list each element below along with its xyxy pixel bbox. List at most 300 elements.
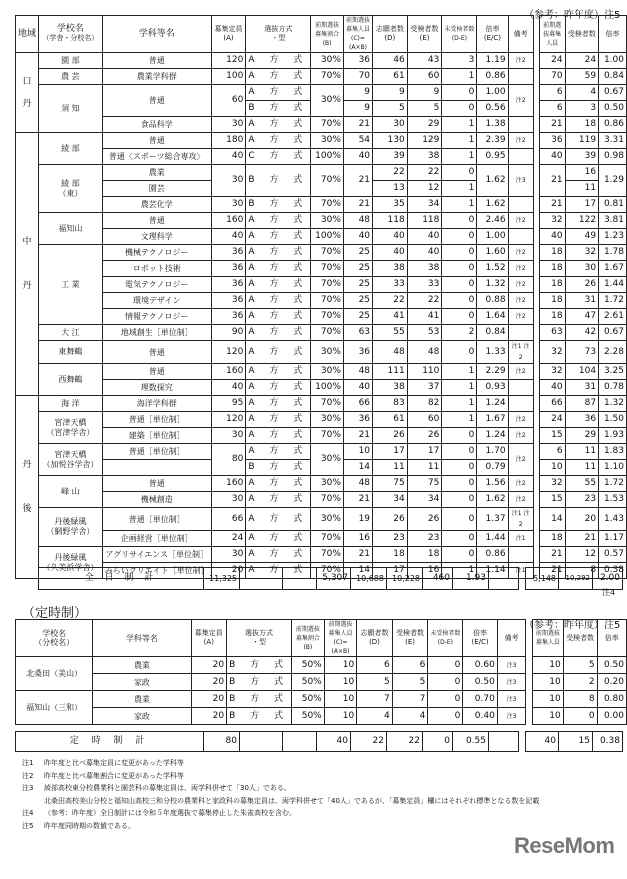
school-name-cell: 大 江 <box>39 325 103 341</box>
dept-name-cell: 食品科学 <box>102 117 211 133</box>
table-row <box>16 165 627 181</box>
early-cell: 14 <box>343 460 372 476</box>
dept-name-cell: アグリサイエンス［単位制］ <box>102 547 211 563</box>
ref-rate-cell: 3.81 <box>599 213 627 229</box>
applicants-cell: 33 <box>373 277 408 293</box>
ratio-cell: 70% <box>311 547 344 563</box>
gap <box>533 181 539 197</box>
remarks-cell <box>508 547 533 563</box>
ref-examinees-cell: 87 <box>565 396 599 412</box>
method-cell: B 方 式 <box>227 691 292 708</box>
reference-label: （参考：昨年度）注5 <box>524 10 621 21</box>
ratio-cell: 100% <box>311 380 344 396</box>
footnote: 注3 綾部高校東分校農業科と園芸科の募集定員は、両学科併せて「30人」である。 <box>22 784 291 792</box>
absent-cell: 0 <box>442 85 477 101</box>
pt-col-capacity: 募集定員 (A) <box>191 620 227 657</box>
ref-rate-cell: 1.43 <box>599 508 627 531</box>
capacity-cell: 20 <box>191 674 227 691</box>
absent-cell: 0 <box>442 213 477 229</box>
early-cell: 10 <box>324 657 356 674</box>
applicants-cell: 5 <box>373 101 408 117</box>
school-name-cell: 海 洋 <box>39 396 103 412</box>
col-ref-rate: 倍率 <box>599 16 627 53</box>
table-row <box>16 213 627 229</box>
table-row <box>16 547 627 563</box>
ref-rate-cell: 1.00 <box>599 53 627 69</box>
school-name-cell: 丹後緑風 （久美浜学舎） <box>39 547 103 579</box>
examinees-cell: 5 <box>407 101 442 117</box>
table-row <box>16 476 627 492</box>
early-cell: 10 <box>324 708 356 725</box>
examinees-cell: 4 <box>392 708 428 725</box>
absent-cell: 0 <box>442 508 477 531</box>
capacity-cell: 120 <box>211 53 246 69</box>
ref-early-cell: 18 <box>539 261 565 277</box>
school-name-cell: 綾 部 （東） <box>39 165 103 213</box>
remarks-cell: 注2 <box>508 412 533 428</box>
early-cell: 40 <box>343 380 372 396</box>
remarks-cell: 注2 <box>508 309 533 325</box>
remarks-cell: 注2 <box>508 293 533 309</box>
applicants-cell: 17 <box>373 563 408 579</box>
ref-rate-cell: 0.57 <box>599 547 627 563</box>
ref-examinees-cell: 8 <box>563 691 597 708</box>
capacity-cell: 180 <box>211 133 246 149</box>
capacity-cell: 30 <box>211 547 246 563</box>
remarks-cell: 注2 <box>508 364 533 380</box>
absent-cell: 0 <box>428 674 463 691</box>
ref-rate-cell: 1.78 <box>599 245 627 261</box>
applicants-cell: 48 <box>373 341 408 364</box>
ref-early-cell: 10 <box>533 674 564 691</box>
table-row <box>16 341 627 364</box>
ref-examinees-cell: 42 <box>565 325 599 341</box>
early-cell: 21 <box>343 547 372 563</box>
examinees-cell: 26 <box>407 428 442 444</box>
school-name-cell: 西舞鶴 <box>39 364 103 396</box>
capacity-cell: 100 <box>211 69 246 85</box>
ratio-cell: 30% <box>311 508 344 531</box>
table-row <box>16 149 627 165</box>
method-cell: A 方 式 <box>246 364 311 380</box>
pt-col-ref-examinees: 受検者数 <box>563 620 597 657</box>
applicants-cell: 13 <box>373 181 408 197</box>
rate-cell: 2.46 <box>477 213 508 229</box>
ref-examinees-cell: 23 <box>565 492 599 508</box>
rate-cell: 1.19 <box>477 53 508 69</box>
method-cell: A 方 式 <box>246 309 311 325</box>
table-row <box>16 657 627 674</box>
examinees-cell: 34 <box>407 492 442 508</box>
total-ref-early: 5,148 <box>526 568 559 590</box>
rate-cell: 0.50 <box>463 674 497 691</box>
ratio-cell: 70% <box>311 492 344 508</box>
capacity-cell: 80 <box>211 444 246 476</box>
ratio-cell: 100% <box>311 229 344 245</box>
ref-rate-cell: 0.98 <box>599 149 627 165</box>
pt-col-applicants: 志願者数 (D) <box>357 620 393 657</box>
ref-early-cell: 10 <box>533 691 564 708</box>
rate-cell: 1.52 <box>477 261 508 277</box>
early-cell: 48 <box>343 213 372 229</box>
pt-col-remarks: 備考 <box>497 620 525 657</box>
pt-total-ref-rate: 0.38 <box>593 732 623 752</box>
ratio-cell: 70% <box>311 261 344 277</box>
pt-total-method <box>240 732 283 752</box>
method-cell: A 方 式 <box>246 261 311 277</box>
ref-examinees-cell: 104 <box>565 364 599 380</box>
applicants-cell: 11 <box>373 460 408 476</box>
ref-examinees-cell: 29 <box>565 428 599 444</box>
ratio-cell: 70% <box>311 531 344 547</box>
absent-cell: 1 <box>442 181 477 197</box>
ratio-cell: 70% <box>311 277 344 293</box>
remarks-cell: 注3 <box>497 657 525 674</box>
early-cell: 10 <box>343 444 372 460</box>
table-row <box>16 245 627 261</box>
dept-name-cell: 普通 <box>102 364 211 380</box>
ref-early-cell: 32 <box>539 213 565 229</box>
dept-name-cell: 普通 <box>102 133 211 149</box>
rate-cell: 0.56 <box>477 101 508 117</box>
applicants-cell: 38 <box>373 380 408 396</box>
footnote: 注1 昨年度と比べ募集定員に変更があった学科等 <box>22 759 184 767</box>
ratio-cell: 50% <box>292 674 325 691</box>
school-name-cell: 福知山（三和） <box>16 691 93 725</box>
examinees-cell: 22 <box>407 165 442 181</box>
early-cell: 25 <box>343 277 372 293</box>
ref-examinees-cell: 24 <box>565 53 599 69</box>
absent-cell: 0 <box>442 531 477 547</box>
dept-name-cell: 農業 <box>93 691 191 708</box>
examinees-cell: 110 <box>407 364 442 380</box>
remarks-cell: 注2 <box>508 261 533 277</box>
examinees-cell: 26 <box>407 508 442 531</box>
absent-cell: 0 <box>442 165 477 181</box>
table-row <box>16 229 627 245</box>
school-name-cell: 園 部 <box>39 53 103 69</box>
method-cell: B 方 式 <box>246 101 311 117</box>
ref-examinees-cell: 8 <box>565 563 599 579</box>
examinees-cell: 7 <box>392 691 428 708</box>
rate-cell: 1.62 <box>477 165 508 197</box>
ref-early-cell: 36 <box>539 133 565 149</box>
early-cell: 19 <box>343 508 372 531</box>
total-capacity: 11,325 <box>204 568 240 590</box>
dept-name-cell: 海洋学科群 <box>102 396 211 412</box>
dept-name-cell: 農業 <box>102 165 211 181</box>
total-rate: 1.93 <box>453 568 489 590</box>
school-name-cell: 工 業 <box>39 245 103 325</box>
ref-rate-cell: 0.67 <box>599 85 627 101</box>
applicants-cell: 40 <box>373 229 408 245</box>
school-name-cell: 須 知 <box>39 85 103 133</box>
table-row <box>16 53 627 69</box>
ref-examinees-cell: 20 <box>565 508 599 531</box>
table-row <box>16 708 627 725</box>
examinees-cell: 22 <box>407 293 442 309</box>
absent-cell: 0 <box>442 547 477 563</box>
absent-cell: 1 <box>442 69 477 85</box>
early-cell: 21 <box>343 165 372 197</box>
footnotes <box>22 757 539 832</box>
applicants-cell: 61 <box>373 412 408 428</box>
ref-rate-cell: 0.81 <box>599 197 627 213</box>
ref-rate-cell: 1.53 <box>599 492 627 508</box>
rate-cell: 0.86 <box>477 547 508 563</box>
dept-name-cell: 地域創生［単位制］ <box>102 325 211 341</box>
rate-cell: 0.70 <box>463 691 497 708</box>
ref-early-cell: 6 <box>539 444 565 460</box>
remarks-cell: 注3 <box>497 674 525 691</box>
ref-early-cell: 14 <box>539 508 565 531</box>
applicants-cell: 6 <box>357 657 393 674</box>
examinees-cell: 11 <box>407 460 442 476</box>
rate-cell: 1.62 <box>477 197 508 213</box>
absent-cell: 1 <box>442 396 477 412</box>
rate-cell: 0.86 <box>477 69 508 85</box>
total-ref-examinees: 10,292 <box>559 568 593 590</box>
ref-early-cell: 18 <box>539 531 565 547</box>
absent-cell: 0 <box>442 444 477 460</box>
remarks-cell: 注2 <box>508 85 533 117</box>
table-row <box>16 380 627 396</box>
dept-name-cell: 普通［単位制］ <box>102 444 211 460</box>
capacity-cell: 40 <box>211 380 246 396</box>
absent-cell: 0 <box>442 309 477 325</box>
rate-cell: 0.40 <box>463 708 497 725</box>
ref-rate-cell: 1.23 <box>599 229 627 245</box>
rate-cell: 1.70 <box>477 444 508 460</box>
ref-early-cell: 15 <box>539 492 565 508</box>
pt-total-ref-examinees: 15 <box>559 732 593 752</box>
rate-cell: 1.33 <box>477 341 508 364</box>
ref-early-cell: 21 <box>539 197 565 213</box>
ratio-cell: 30% <box>311 341 344 364</box>
rate-cell: 1.00 <box>477 229 508 245</box>
table-row <box>16 309 627 325</box>
absent-cell: 0 <box>428 708 463 725</box>
gap <box>519 568 526 590</box>
col-early: 前期選抜募集人員 (C)=(A×B) <box>343 16 372 53</box>
ref-rate-cell: 1.83 <box>599 444 627 460</box>
parttime-total-row <box>16 732 623 752</box>
footnote: 注2 昨年度と比べ募集割合に変更があった学科等 <box>22 771 184 780</box>
dept-name-cell: 機械創造 <box>102 492 211 508</box>
gap <box>526 708 533 725</box>
school-name-cell: 東舞鶴 <box>39 341 103 364</box>
dept-name-cell: 園芸 <box>102 181 211 197</box>
remarks-cell: 注2 <box>508 277 533 293</box>
applicants-cell: 38 <box>373 261 408 277</box>
method-cell: A 方 式 <box>246 444 311 460</box>
method-cell: A 方 式 <box>246 69 311 85</box>
pt-col-ref-rate: 倍率 <box>597 620 626 657</box>
ref-rate-cell: 0.38 <box>599 563 627 579</box>
ref-rate-cell: 0.86 <box>599 117 627 133</box>
absent-cell: 0 <box>442 476 477 492</box>
applicants-cell: 130 <box>373 133 408 149</box>
dept-name-cell: 普通 <box>102 213 211 229</box>
applicants-cell: 40 <box>373 245 408 261</box>
absent-cell: 0 <box>442 245 477 261</box>
early-cell: 48 <box>343 476 372 492</box>
ratio-cell: 70% <box>311 563 344 579</box>
dept-name-cell: 普通［単位制］ <box>102 508 211 531</box>
ref-rate-cell: 2.28 <box>599 341 627 364</box>
ref-early-cell: 21 <box>539 165 565 197</box>
method-cell: A 方 式 <box>246 229 311 245</box>
gap <box>526 691 533 708</box>
ref-early-cell: 40 <box>539 229 565 245</box>
total-early: 5,307 <box>317 568 351 590</box>
capacity-cell: 60 <box>211 85 246 117</box>
ref-examinees-cell: 11 <box>565 444 599 460</box>
ref-rate-cell: 0.80 <box>597 691 626 708</box>
method-cell: C 方 式 <box>246 149 311 165</box>
ratio-cell: 30% <box>311 213 344 229</box>
rate-cell: 0.95 <box>477 149 508 165</box>
ref-rate-cell: 0.78 <box>599 380 627 396</box>
method-cell: A 方 式 <box>246 53 311 69</box>
remarks-cell: 注1 <box>508 531 533 547</box>
ref-examinees-cell: 5 <box>563 657 597 674</box>
early-cell: 10 <box>324 674 356 691</box>
capacity-cell: 160 <box>211 476 246 492</box>
examinees-cell: 33 <box>407 277 442 293</box>
applicants-cell: 4 <box>357 708 393 725</box>
dept-name-cell: 普通 <box>102 341 211 364</box>
col-school: 学校名 （学舎・分校名） <box>39 16 103 53</box>
early-cell: 36 <box>343 53 372 69</box>
gap <box>526 674 533 691</box>
table-row <box>16 117 627 133</box>
ref-early-cell: 6 <box>539 85 565 101</box>
note4-label: 注4 <box>602 588 616 597</box>
col-remarks: 備考 <box>508 16 533 53</box>
capacity-cell: 30 <box>211 428 246 444</box>
ratio-cell: 50% <box>292 691 325 708</box>
applicants-cell: 35 <box>373 197 408 213</box>
ref-early-cell: 18 <box>539 293 565 309</box>
remarks-cell: 注3 <box>508 165 533 197</box>
rate-cell: 1.67 <box>477 412 508 428</box>
applicants-cell: 111 <box>373 364 408 380</box>
applicants-cell: 7 <box>357 691 393 708</box>
examinees-cell: 75 <box>407 476 442 492</box>
rate-cell: 0.88 <box>477 293 508 309</box>
col-absent: 未受検者数 (D-E) <box>442 16 477 53</box>
col-ref-examinees: 受検者数 <box>565 16 599 53</box>
method-cell: A 方 式 <box>246 531 311 547</box>
method-cell: A 方 式 <box>246 563 311 579</box>
ref-rate-cell: 0.67 <box>599 325 627 341</box>
pt-col-method: 選抜方式 ・型 <box>227 620 292 657</box>
early-cell: 25 <box>343 293 372 309</box>
early-cell: 48 <box>343 364 372 380</box>
table-row <box>16 691 627 708</box>
ref-examinees-cell: 49 <box>565 229 599 245</box>
ref-rate-cell: 1.10 <box>599 460 627 476</box>
ratio-cell: 50% <box>292 657 325 674</box>
capacity-cell: 36 <box>211 261 246 277</box>
region-cell: 口 丹 <box>16 53 39 133</box>
applicants-cell: 22 <box>373 165 408 181</box>
footnote: 注5 昨年度同時期の数値である。 <box>22 821 135 830</box>
ref-rate-cell: 1.93 <box>599 428 627 444</box>
capacity-cell: 40 <box>211 229 246 245</box>
pt-col-rate: 倍率 (E/C) <box>463 620 497 657</box>
dept-name-cell: みらいクリエイト［単位制］ <box>102 563 211 579</box>
early-cell: 9 <box>343 101 372 117</box>
pt-col-dept: 学科等名 <box>93 620 191 657</box>
examinees-cell: 118 <box>407 213 442 229</box>
early-cell: 21 <box>343 428 372 444</box>
ref-early-cell: 15 <box>539 428 565 444</box>
absent-cell: 0 <box>442 261 477 277</box>
examinees-cell: 60 <box>407 412 442 428</box>
pt-total-early: 40 <box>317 732 351 752</box>
table-row <box>16 412 627 428</box>
remarks-cell <box>508 149 533 165</box>
fulltime-total-row <box>39 568 623 590</box>
parttime-table <box>15 619 627 725</box>
ref-early-cell: 32 <box>539 476 565 492</box>
absent-cell: 0 <box>442 460 477 476</box>
capacity-cell: 36 <box>211 245 246 261</box>
table-row <box>16 674 627 691</box>
dept-name-cell: 環境デザイン <box>102 293 211 309</box>
early-cell: 36 <box>343 412 372 428</box>
dept-name-cell: 普通［単位制］ <box>102 412 211 428</box>
ref-rate-cell: 1.44 <box>599 277 627 293</box>
pt-total-ratio <box>283 732 317 752</box>
capacity-cell: 120 <box>211 412 246 428</box>
ratio-cell: 70% <box>311 245 344 261</box>
method-cell: A 方 式 <box>246 325 311 341</box>
examinees-cell: 43 <box>407 53 442 69</box>
capacity-cell: 20 <box>191 657 227 674</box>
absent-cell: 1 <box>442 133 477 149</box>
dept-name-cell: 普通 <box>102 85 211 117</box>
ref-examinees-cell: 17 <box>565 197 599 213</box>
dept-name-cell: ロボット技術 <box>102 261 211 277</box>
total-applicants: 10,688 <box>351 568 387 590</box>
absent-cell: 0 <box>442 428 477 444</box>
pt-total-label: 定 時 制 計 <box>16 732 204 752</box>
capacity-cell: 36 <box>211 309 246 325</box>
ratio-cell: 30% <box>311 476 344 492</box>
absent-cell: 0 <box>442 101 477 117</box>
early-cell: 25 <box>343 309 372 325</box>
dept-name-cell: 普通〈スポーツ総合専攻〉 <box>102 149 211 165</box>
ref-examinees-cell: 18 <box>565 117 599 133</box>
ref-examinees-cell: 122 <box>565 213 599 229</box>
remarks-cell: 注2 <box>508 428 533 444</box>
school-name-cell: 宮津天橋 （加悦谷学舎） <box>39 444 103 476</box>
absent-cell: 1 <box>442 412 477 428</box>
method-cell: B 方 式 <box>246 460 311 476</box>
ref-rate-cell: 2.61 <box>599 309 627 325</box>
remarks-cell <box>508 69 533 85</box>
examinees-cell: 60 <box>407 69 442 85</box>
ref-examinees-cell: 73 <box>565 341 599 364</box>
examinees-cell: 53 <box>407 325 442 341</box>
col-capacity: 募集定員 (A) <box>211 16 246 53</box>
gap <box>526 657 533 674</box>
total-ratio <box>283 568 317 590</box>
dept-name-cell: 機械テクノロジー <box>102 245 211 261</box>
